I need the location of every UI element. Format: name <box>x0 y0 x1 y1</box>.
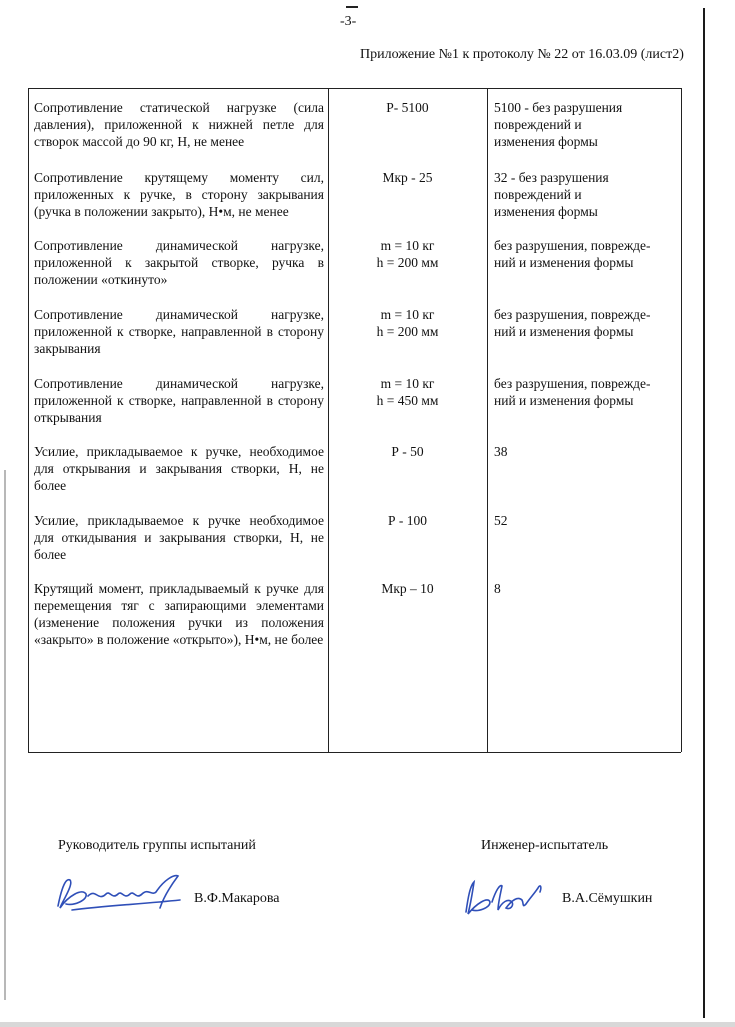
requirement-cell: Мкр - 25 <box>382 170 433 185</box>
signature-left-name: В.Ф.Макарова <box>194 891 280 906</box>
requirement-cell: m = 10 кг h = 200 мм <box>376 238 439 270</box>
result-cell: 38 <box>494 444 508 459</box>
signature-left-title: Руководитель группы испытаний <box>58 838 256 853</box>
parameter-cell: Сопротивление статической нагрузке (сила давления), приложенной к нижней петле для створок массой до 90 кг, Н, не менее <box>34 100 324 149</box>
parameter-cell: Сопротивление динамической нагрузке, приложенной к створке, направленной в сторону закрывания <box>34 307 324 356</box>
page-number: -3- <box>340 14 357 29</box>
result-cell: 32 - без разрушения повреждений и изменения формы <box>494 170 609 219</box>
scan-bottom-edge <box>0 1022 735 1027</box>
requirement-cell: Р - 100 <box>387 513 427 528</box>
table-column-divider-2 <box>487 88 488 752</box>
table-column-divider-1 <box>328 88 329 752</box>
parameter-cell: Сопротивление динамической нагрузке, приложенной к закрытой створке, ручка в положении «откинуто» <box>34 238 324 287</box>
result-cell: 8 <box>494 581 501 596</box>
requirement-cell: Мкр – 10 <box>381 581 434 596</box>
page-number-bar <box>346 6 358 8</box>
requirement-cell: Р - 50 <box>391 444 424 459</box>
requirement-cell: Р- 5100 <box>386 100 429 115</box>
table-border-left <box>28 88 29 752</box>
signature-right-title: Инженер-испытатель <box>481 838 609 853</box>
table-border-right <box>681 88 682 752</box>
result-cell: без разрушения, поврежде- ний и изменения формы <box>494 238 651 270</box>
result-cell: без разрушения, поврежде- ний и изменения формы <box>494 376 651 408</box>
requirement-cell: m = 10 кг h = 200 мм <box>376 307 439 339</box>
result-cell: 52 <box>494 513 508 528</box>
parameter-cell: Крутящий момент, прикладываемый к ручке для перемещения тяг с запирающими элементами (изменение положения ручки из положения «закрыто» в положение «открыто»), Н•м, не более <box>34 581 324 647</box>
signature-left-handwritten <box>52 866 192 918</box>
parameter-cell: Сопротивление крутящему моменту сил, приложенных к ручке, в сторону закрывания (ручка в положении закрыто), Н•м, не менее <box>34 170 324 219</box>
result-cell: без разрушения, поврежде- ний и изменения формы <box>494 307 651 339</box>
parameter-cell: Усилие, прикладываемое к ручке необходимое для откидывания и закрывания створки, Н, не более <box>34 513 324 562</box>
scan-edge-left <box>4 470 6 1000</box>
signature-right-name: В.А.Сёмушкин <box>562 891 653 906</box>
signature-right-handwritten <box>460 872 556 918</box>
requirement-cell: m = 10 кг h = 450 мм <box>376 376 439 408</box>
result-cell: 5100 - без разрушения повреждений и изменения формы <box>494 100 623 149</box>
parameter-cell: Усилие, прикладываемое к ручке, необходимое для открывания и закрывания створки, Н, не более <box>34 444 324 493</box>
parameter-cell: Сопротивление динамической нагрузке, приложенной к створке, направленной в сторону открывания <box>34 376 324 425</box>
header-note: Приложение №1 к протоколу № 22 от 16.03.09 (лист2) <box>360 47 684 62</box>
scan-edge-right <box>703 8 705 1018</box>
